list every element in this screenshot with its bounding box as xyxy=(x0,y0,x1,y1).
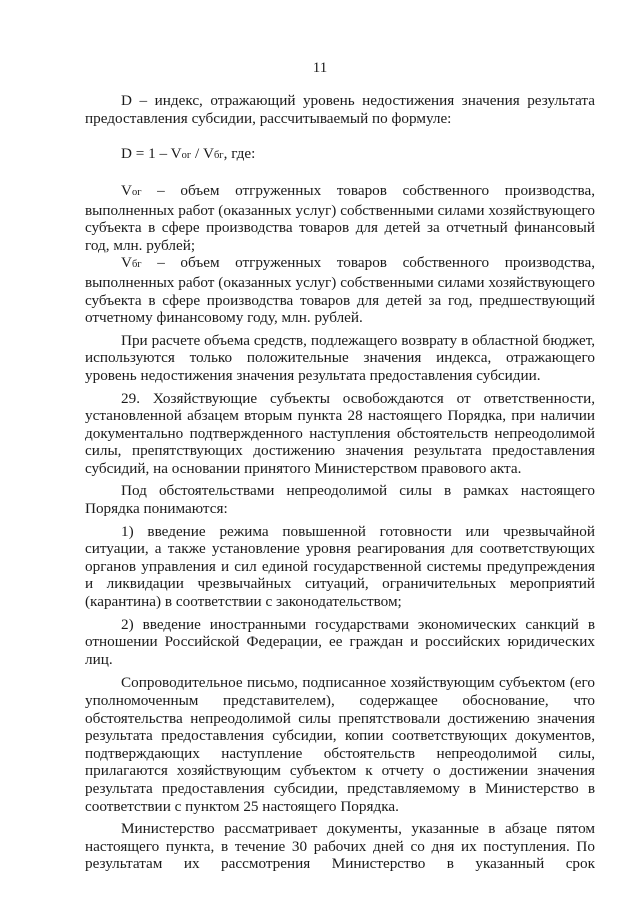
v-og-var: V xyxy=(121,181,132,199)
paragraph-ministry: Министерство рассматривает документы, указанные в абзаце пятом настоящего пункта, в течение 30 рабочих дней со дня их поступления. По результатам их рассмотрения Министерство в указанный срок xyxy=(85,820,595,873)
paragraph-v-og xyxy=(85,182,595,254)
paragraph-v-bg xyxy=(85,254,595,326)
formula xyxy=(85,145,595,165)
v-og-sub: ог xyxy=(131,186,142,198)
v-bg-var: V xyxy=(121,254,132,272)
list-item-1: 1) введение режима повышенной готовности или чрезвычайной ситуации, а также установление уровня реагирования для соответствующих органов управления и сил единой государственной системы предупреждения и ликвидации чрезвычайных ситуаций, ограничительных мероприятий (карантина) в соответствии с законодательством; xyxy=(85,522,595,611)
document-body xyxy=(85,92,595,873)
paragraph-index-definition: D – индекс, отражающий уровень недостижения значения результата предоставления субсидии, рассчитываемый по формуле: xyxy=(85,92,595,127)
paragraph-force-majeure: Под обстоятельствами непреодолимой силы в рамках настоящего Порядка понимаются: xyxy=(85,482,595,518)
paragraph-calculation: При расчете объема средств, подлежащего возврату в областной бюджет, используются только положительные значения индекса, отражающего уровень недостижения значения результата предоставления субсидии. xyxy=(85,331,595,384)
formula-sub-bg: бг xyxy=(213,149,224,161)
list-item-2: 2) введение иностранными государствами экономических санкций в отношении Российской Федерации, ее граждан и российских юридических лиц. xyxy=(85,615,595,668)
v-bg-text: – объем отгруженных товаров собственного производства, выполненных работ (оказанных услуг) собственными силами хозяйствующего субъекта в сфере производства товаров для детей за год, предшествующий отчетному финансовому году, млн. рублей. xyxy=(85,254,595,327)
formula-lhs: D = 1 – V xyxy=(121,144,182,162)
formula-mid: / V xyxy=(191,144,214,162)
formula-rhs: , где: xyxy=(223,144,256,162)
v-bg-sub: бг xyxy=(131,259,142,271)
formula-sub-og: ог xyxy=(181,149,192,161)
v-og-text: – объем отгруженных товаров собственного производства, выполненных работ (оказанных услуг) собственными силами хозяйствующего субъекта в сфере производства товаров для детей за отчетный финансовый год, млн. рублей; xyxy=(85,181,595,254)
paragraph-29: 29. Хозяйствующие субъекты освобождаются от ответственности, установленной абзацем вторым пункта 28 настоящего Порядка, при наличии документально подтвержденного наступления обстоятельств непреодолимой силы, препятствующих достижению значения результата предоставления субсидий, на основании принятого Министерством правового акта. xyxy=(85,389,595,477)
page-number: 11 xyxy=(312,60,328,76)
paragraph-cover-letter: Сопроводительное письмо, подписанное хозяйствующим субъектом (его уполномоченным представителем), содержащее обоснование, что обстоятельства непреодолимой силы препятствовали достижению значения результата предоставления субсидии, копии соответствующих документов, подтверждающих наступление обстоятельств непреодолимой силы, прилагаются хозяйствующим субъектом к отчету о достижении значения результата предоставления субсидии, представляемому в Министерство в соответствии с пунктом 25 настоящего Порядка. xyxy=(85,674,595,815)
